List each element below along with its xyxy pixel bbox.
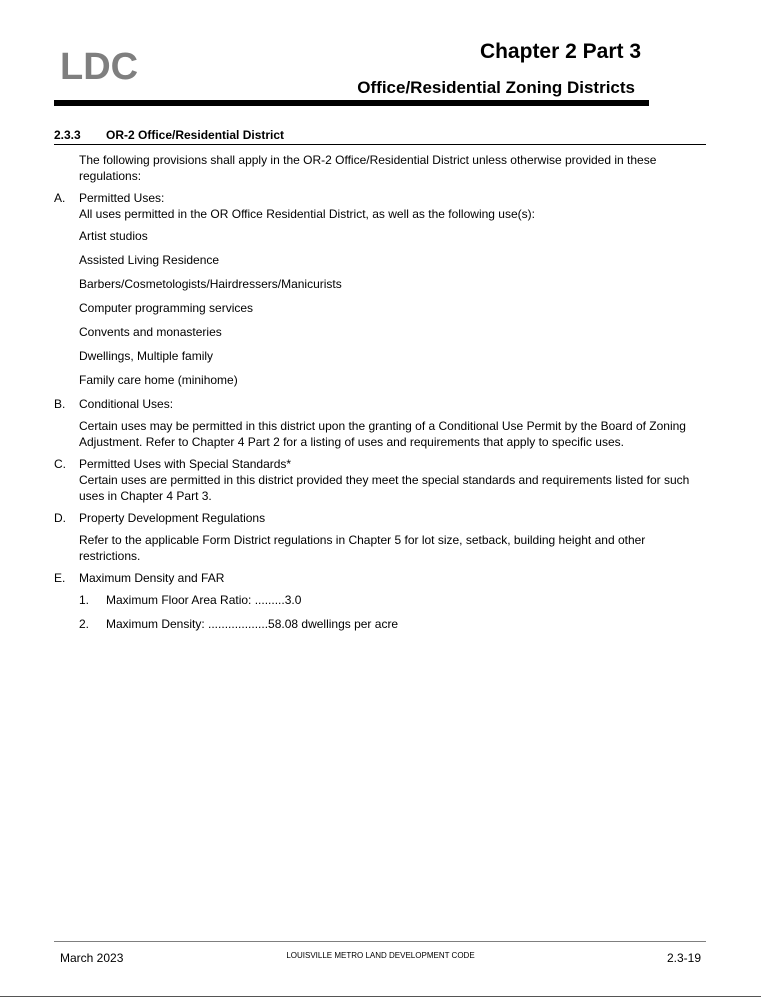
section-number: 2.3.3 [54,128,81,142]
permitted-use: Computer programming services [79,301,254,315]
document-body [54,152,706,640]
permitted-use: Barbers/Cosmetologists/Hairdressers/Manicurists [79,277,342,291]
chapter-subtitle: Office/Residential Zoning Districts [357,78,635,97]
item-e-title: Maximum Density and FAR [79,571,225,585]
chapter-title: Chapter 2 Part 3 [479,40,641,63]
section-title: OR-2 Office/Residential District [106,128,285,142]
item-c-text: Certain uses are permitted in this district provided they meet the special standards and requirements listed for such uses in Chapter 4 Part 3. [79,473,690,503]
item-c [54,456,706,504]
permitted-use: Family care home (minihome) [79,373,238,387]
item-d [54,510,706,526]
item-b-text: Certain uses may be permitted in this district upon the granting of a Conditional Use Permit by the Board of Zoning Adjustment. Refer to Chapter 4 Part 2 for a listing of uses and requirements that apply to specific uses. [79,419,686,449]
permitted-use: Artist studios [79,229,148,243]
item-e-sub-2 [54,616,706,632]
item-a-label: A. [54,191,66,205]
item-a-text: All uses permitted in the OR Office Residential District, as well as the following use(s): [79,207,535,221]
item-e [54,570,706,586]
section-heading [54,128,706,145]
permitted-use: Convents and monasteries [79,325,222,339]
footer-date: March 2023 [60,951,124,965]
item-c-title: Permitted Uses with Special Standards* [79,457,292,471]
item-b-title: Conditional Uses: [79,397,174,411]
footer-rule [54,941,706,942]
item-b [54,396,706,412]
max-density: Maximum Density: ..................58.08 dwellings per acre [106,617,399,631]
item-e-sub-2-label: 2. [79,617,90,631]
footer-title: LOUISVILLE METRO LAND DEVELOPMENT CODE [286,951,475,960]
item-e-sub-1 [54,592,706,608]
item-a [54,190,706,222]
permitted-use: Dwellings, Multiple family [79,349,214,363]
item-b-label: B. [54,397,66,411]
page-edge-rule [0,996,761,997]
item-a-title: Permitted Uses: [79,191,165,205]
item-d-label: D. [54,511,66,525]
page-number: 2.3-19 [666,951,701,965]
item-d-title: Property Development Regulations [79,511,266,525]
item-d-text: Refer to the applicable Form District regulations in Chapter 5 for lot size, setback, building height and other restrictions. [79,533,646,563]
item-e-sub-1-label: 1. [79,593,90,607]
item-c-label: C. [54,457,66,471]
item-e-label: E. [54,571,66,585]
permitted-use: Assisted Living Residence [79,253,220,267]
max-floor-area-ratio: Maximum Floor Area Ratio: .........3.0 [106,593,302,607]
ldc-logo: LDC [60,46,139,88]
header-rule [54,100,649,106]
section-intro: The following provisions shall apply in the OR-2 Office/Residential District unless otherwise provided in these regulations: [79,153,657,183]
